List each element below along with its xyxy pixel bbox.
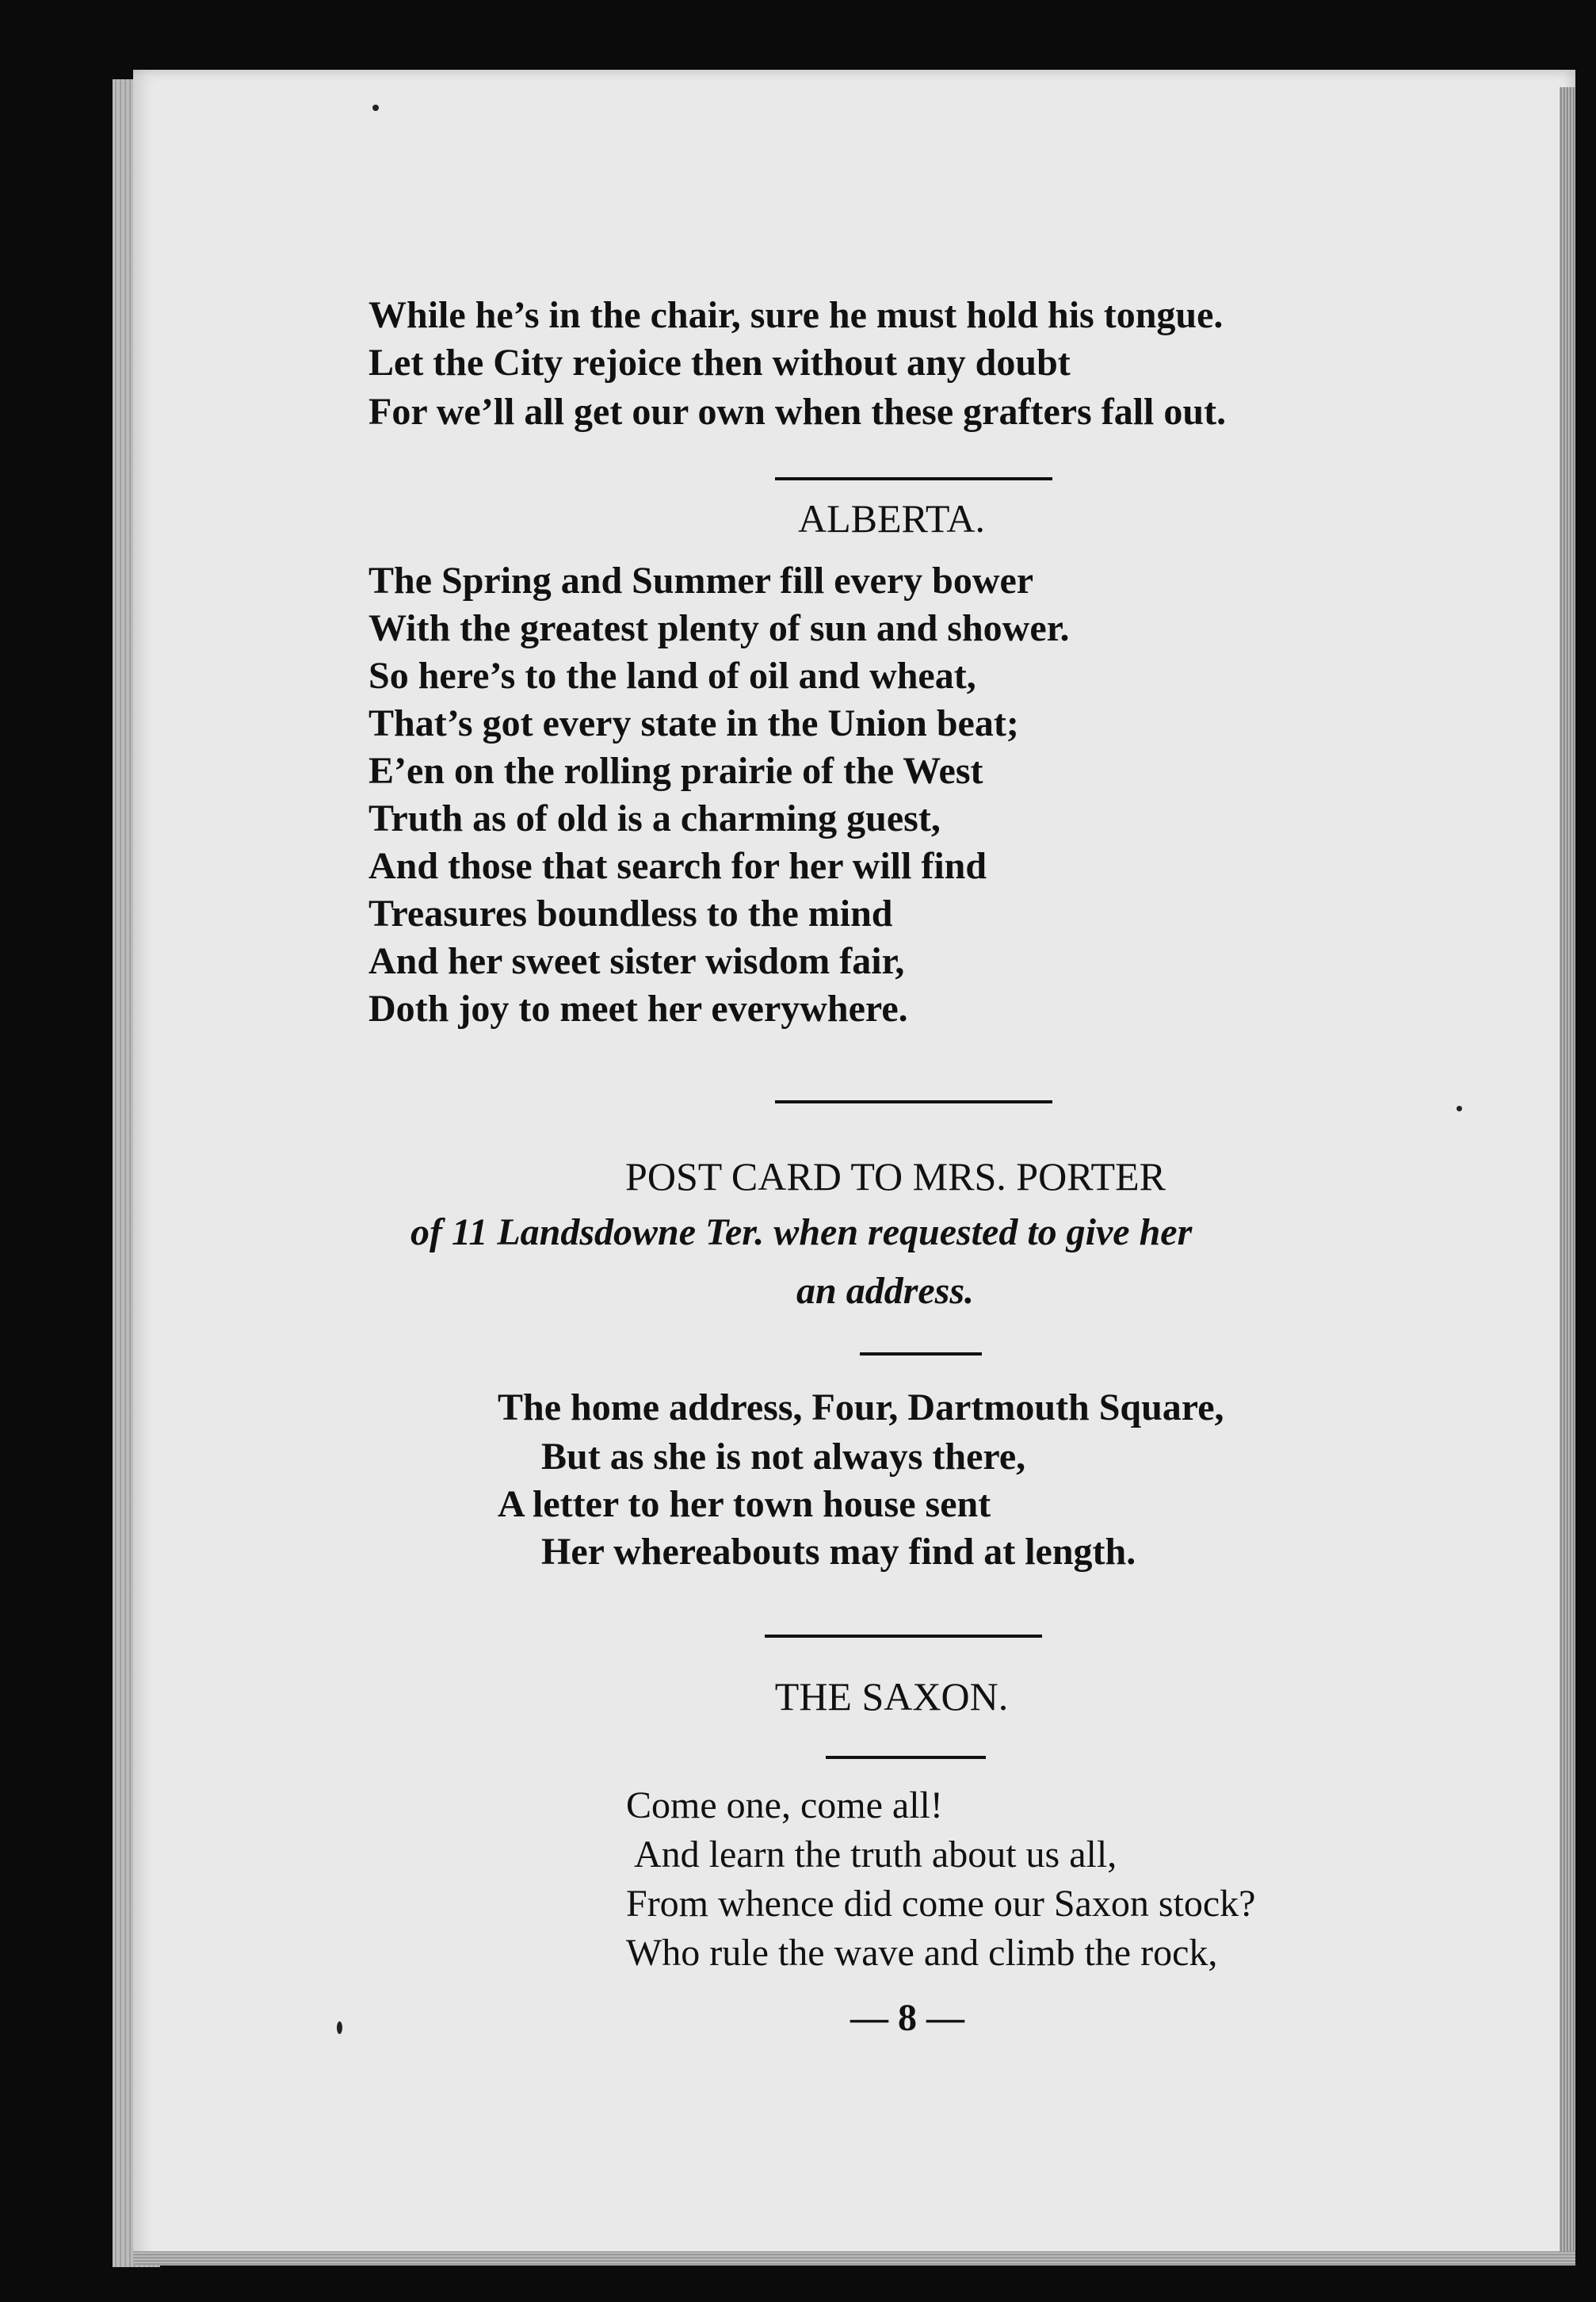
verse-line: While he’s in the chair, sure he must hold his tongue. <box>368 294 1224 336</box>
verse-line: Truth as of old is a charming guest, <box>368 797 941 839</box>
verse-line: So here’s to the land of oil and wheat, <box>368 655 976 697</box>
verse-line: Come one, come all! <box>626 1784 943 1826</box>
verse-line: Doth joy to meet her everywhere. <box>368 988 908 1030</box>
verse-line: With the greatest plenty of sun and shower. <box>368 607 1070 649</box>
verse-line: But as she is not always there, <box>541 1436 1026 1478</box>
verse-line: That’s got every state in the Union beat; <box>368 702 1019 744</box>
verse-line: A letter to her town house sent <box>498 1483 991 1525</box>
verse-line: E’en on the rolling prairie of the West <box>368 750 983 792</box>
verse-line: And learn the truth about us all, <box>634 1834 1117 1876</box>
verse-line: The home address, Four, Dartmouth Square, <box>498 1386 1224 1428</box>
section-divider <box>775 477 1052 480</box>
verse-line: Her whereabouts may find at length. <box>541 1531 1136 1573</box>
poem-title-postcard: POST CARD TO MRS. PORTER <box>625 1154 1166 1199</box>
poem-title-saxon: THE SAXON. <box>774 1674 1009 1719</box>
verse-line: Treasures boundless to the mind <box>368 893 893 935</box>
page-number: — 8 — <box>850 1997 964 2039</box>
verse-line: And those that search for her will find <box>368 845 987 887</box>
verse-line: Who rule the wave and climb the rock, <box>626 1932 1218 1974</box>
poem-subtitle-postcard: of 11 Landsdowne Ter. when requested to give her <box>410 1211 1193 1253</box>
section-divider <box>775 1100 1052 1103</box>
verse-line: The Spring and Summer fill every bower <box>368 560 1034 602</box>
verse-line: From whence did come our Saxon stock? <box>626 1883 1256 1925</box>
verse-line: Let the City rejoice then without any doubt <box>368 342 1071 384</box>
verse-line: For we’ll all get our own when these grafters fall out. <box>368 391 1227 433</box>
scan-speck <box>372 105 379 111</box>
scan-speck <box>1457 1106 1462 1111</box>
poem-subtitle-postcard-cont: an address. <box>796 1270 975 1312</box>
verse-line: And her sweet sister wisdom fair, <box>368 940 905 982</box>
poem-title-alberta: ALBERTA. <box>797 496 986 541</box>
section-divider <box>765 1635 1042 1638</box>
scan-speck <box>337 2021 342 2034</box>
section-divider-short <box>826 1756 986 1759</box>
section-divider-short <box>860 1352 982 1356</box>
